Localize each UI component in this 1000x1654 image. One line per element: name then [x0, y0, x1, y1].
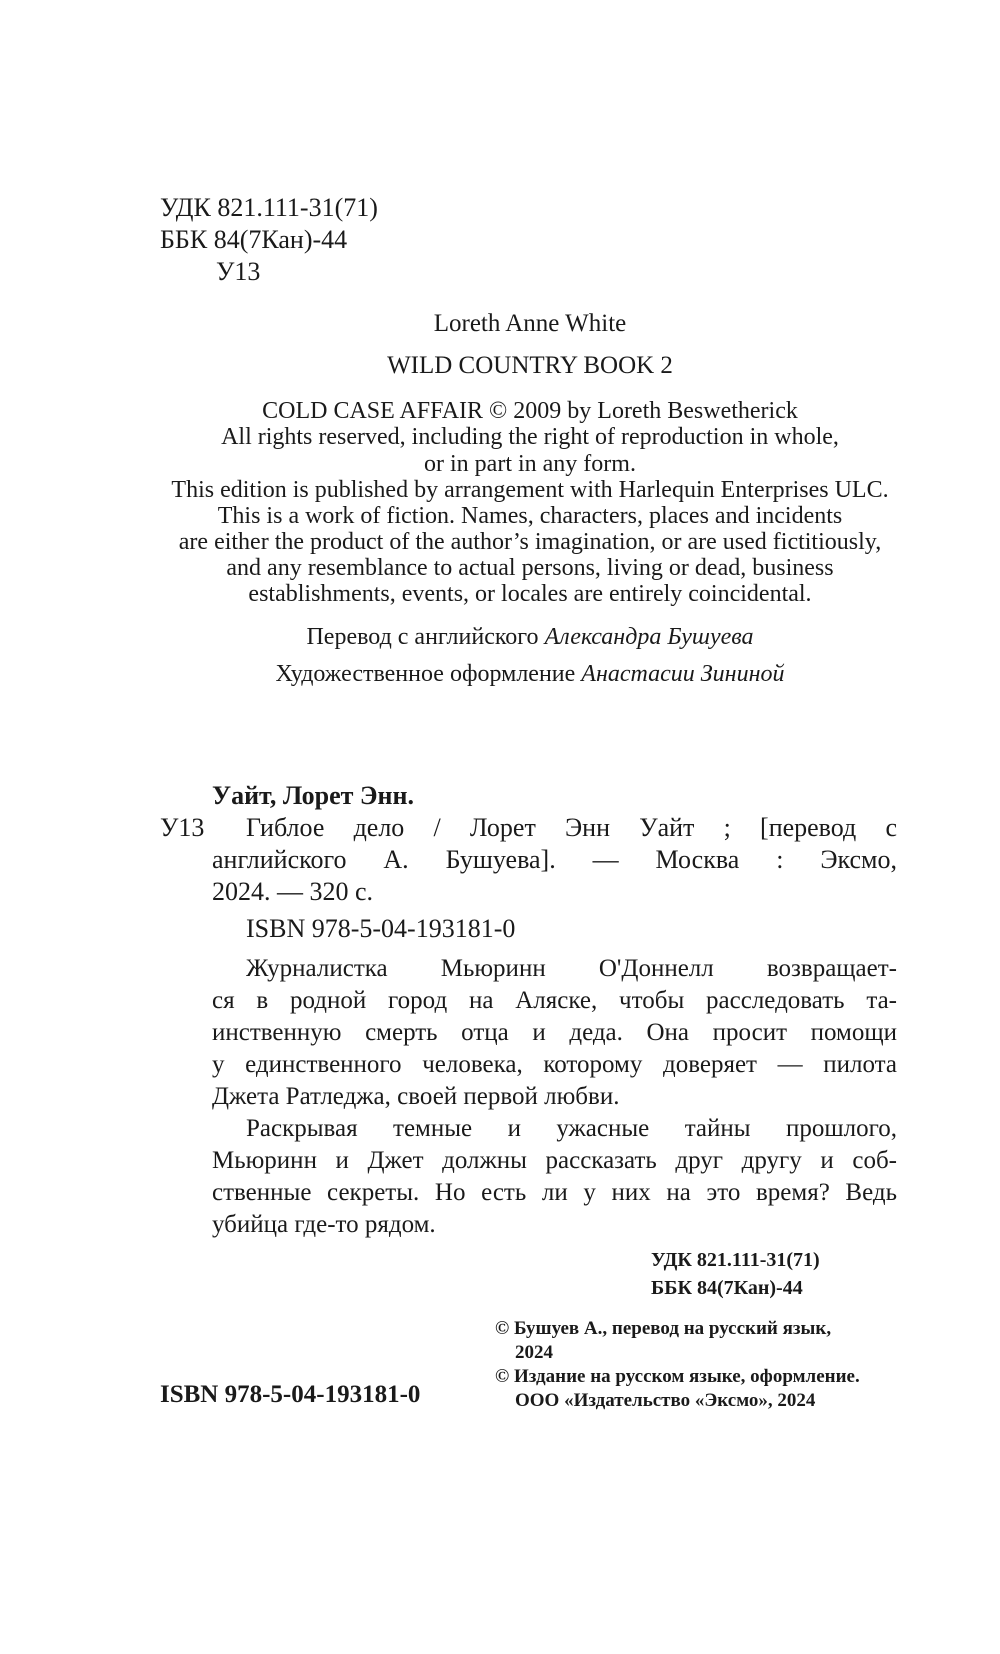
annotation-line: Мьюринн и Джет должны рассказать друг другу и соб-	[212, 1147, 897, 1174]
copyright-line: © Бушуев А., перевод на русский язык,	[495, 1318, 832, 1339]
copyright-line: © Издание на русском языке, оформление.	[495, 1366, 860, 1387]
rights-line: COLD CASE AFFAIR © 2009 by Loreth Beswetherick	[262, 398, 798, 424]
record-mark: У13	[160, 813, 205, 842]
annotation-line: ся в родной город на Аляске, чтобы расследовать та-	[212, 987, 897, 1014]
record-description-line: 2024. — 320 с.	[212, 877, 374, 906]
annotation-line: убийца где-то рядом.	[212, 1211, 436, 1238]
copyright-line: ООО «Издательство «Эксмо», 2024	[515, 1390, 816, 1411]
record-bbk: ББК 84(7Кан)-44	[651, 1277, 803, 1299]
annotation-line: Джета Ратледжа, своей первой любви.	[212, 1083, 620, 1110]
rights-line: are either the product of the author’s imagination, or are used fictitiously,	[178, 529, 882, 555]
record-heading: Уайт, Лорет Энн.	[212, 781, 414, 810]
annotation-line: Журналистка Мьюринн О'Доннелл возвращает-	[246, 955, 897, 982]
record-description-line: английского А. Бушуева]. — Москва : Эксмо,	[212, 845, 897, 874]
rights-line: or in part in any form.	[424, 451, 636, 477]
annotation-line: у единственного человека, которому доверяет — пилота	[212, 1051, 897, 1078]
rights-line: All rights reserved, including the right of reproduction in whole,	[221, 424, 839, 450]
bbk-code: ББК 84(7Кан)-44	[160, 225, 348, 254]
annotation-line: Раскрывая темные и ужасные тайны прошлого,	[246, 1115, 897, 1142]
original-series: WILD COUNTRY BOOK 2	[387, 352, 673, 379]
rights-line: and any resemblance to actual persons, living or dead, business	[226, 555, 834, 581]
record-udk: УДК 821.111-31(71)	[651, 1249, 820, 1271]
original-author: Loreth Anne White	[433, 310, 627, 337]
record-isbn: ISBN 978-5-04-193181-0	[246, 914, 516, 943]
translation-label: Перевод с английского	[306, 624, 539, 650]
udk-code: УДК 821.111-31(71)	[160, 193, 378, 222]
design-label: Художественное оформление	[275, 661, 576, 687]
rights-line: This edition is published by arrangement with Harlequin Enterprises ULC.	[171, 477, 889, 503]
annotation-line: ственные секреты. Но есть ли у них на это время? Ведь	[212, 1179, 897, 1206]
designer-name: Анастасии Зининой	[581, 661, 785, 687]
footer-isbn: ISBN 978-5-04-193181-0	[160, 1381, 421, 1408]
design-credit	[150, 660, 910, 688]
author-mark: У13	[216, 257, 261, 286]
translator-name: Александра Бушуева	[544, 624, 754, 650]
record-description-line: Гиблое дело / Лорет Энн Уайт ; [перевод с	[246, 813, 897, 842]
annotation-line: инственную смерть отца и деда. Она просит помощи	[212, 1019, 897, 1046]
translation-credit	[150, 623, 910, 651]
copyright-line: 2024	[515, 1342, 553, 1363]
rights-line: This is a work of fiction. Names, characters, places and incidents	[217, 503, 843, 529]
rights-line: establishments, events, or locales are entirely coincidental.	[248, 581, 812, 607]
